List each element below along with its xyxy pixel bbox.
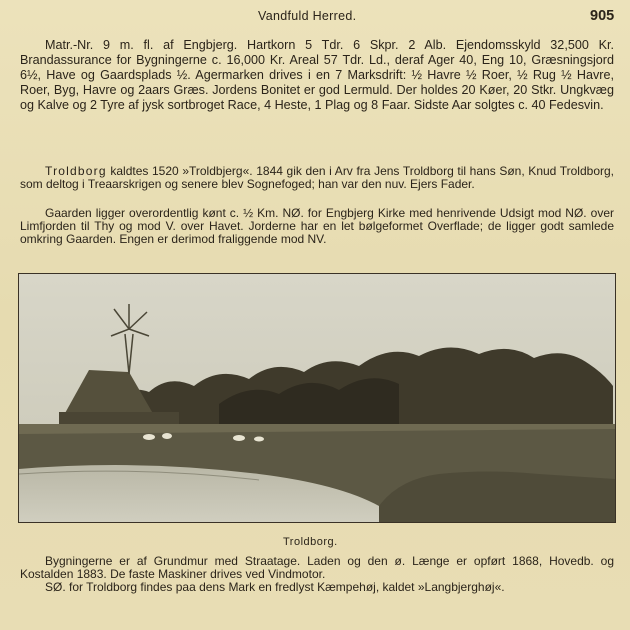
- photo-caption: Troldborg.: [283, 536, 338, 548]
- farm-photo-illustration: [19, 274, 615, 522]
- paragraph-history-text: kaldtes 1520 »Troldbjerg«. 1844 gik den i Arv fra Jens Troldborg til hans Søn, Knud Troldborg, som deltog i Treaarskrigen og senere blev Sognefoged; han var den nuv. Ejers Fader.: [20, 164, 614, 191]
- paragraph-text: Gaarden ligger overordentlig kønt c. ½ Km. NØ. for Engbjerg Kirke med henrivende Udsigt mod NØ. over Limfjorden til Thy og mod V. over Havet. Jorderne har en let bølgeformet Overflade; de ligger godt samlede omkring Gaarden. Engen er derimod fraliggende mod NV.: [20, 206, 614, 246]
- paragraph-text: [20, 165, 614, 191]
- paragraph-location: [20, 207, 614, 245]
- paragraph-buildings: [20, 555, 614, 593]
- farm-photograph: [18, 273, 616, 523]
- paragraph-history: [20, 165, 614, 191]
- farm-name-lead: Troldborg: [45, 164, 107, 178]
- paragraph-text: Matr.-Nr. 9 m. fl. af Engbjerg. Hartkorn 5 Tdr. 6 Skpr. 2 Alb. Ejendomsskyld 32,500 Kr. Brandassurance for Bygningerne c. 16,000 Kr. Areal 57 Tdr. Ld., deraf Ager 40, Eng 10, Græsningsjord 6½, Have og Gaardsplads ½. Agermarken drives i en 7 Marksdrift: ½ Havre ½ Roer, ½ Rug ½ Havre, Roer, Byg, Havre og 2aars Græs. Jordens Bonitet er god Lermuld. Der holdes 20 Køer, 20 Stkr. Ungkvæg og Kalve og 2 Tyre af jysk sortbroget Race, 4 Heste, 1 Plag og 8 Faar. Sidste Aar solgtes c. 40 Fedesvin.: [20, 38, 614, 112]
- page-number: 905: [590, 8, 615, 24]
- paragraph-text: SØ. for Troldborg findes paa dens Mark en fredlyst Kæmpehøj, kaldet »Langbjerghøj«.: [45, 579, 505, 594]
- running-header: Vandfuld Herred.: [258, 9, 357, 23]
- paragraph-property-details: [20, 38, 614, 113]
- paragraph-text: Bygningerne er af Grundmur med Straatage. Laden og den ø. Længe er opført 1868, Hovedb. og Kostalden 1883. De faste Maskiner drives ved Vindmotor.: [20, 554, 614, 581]
